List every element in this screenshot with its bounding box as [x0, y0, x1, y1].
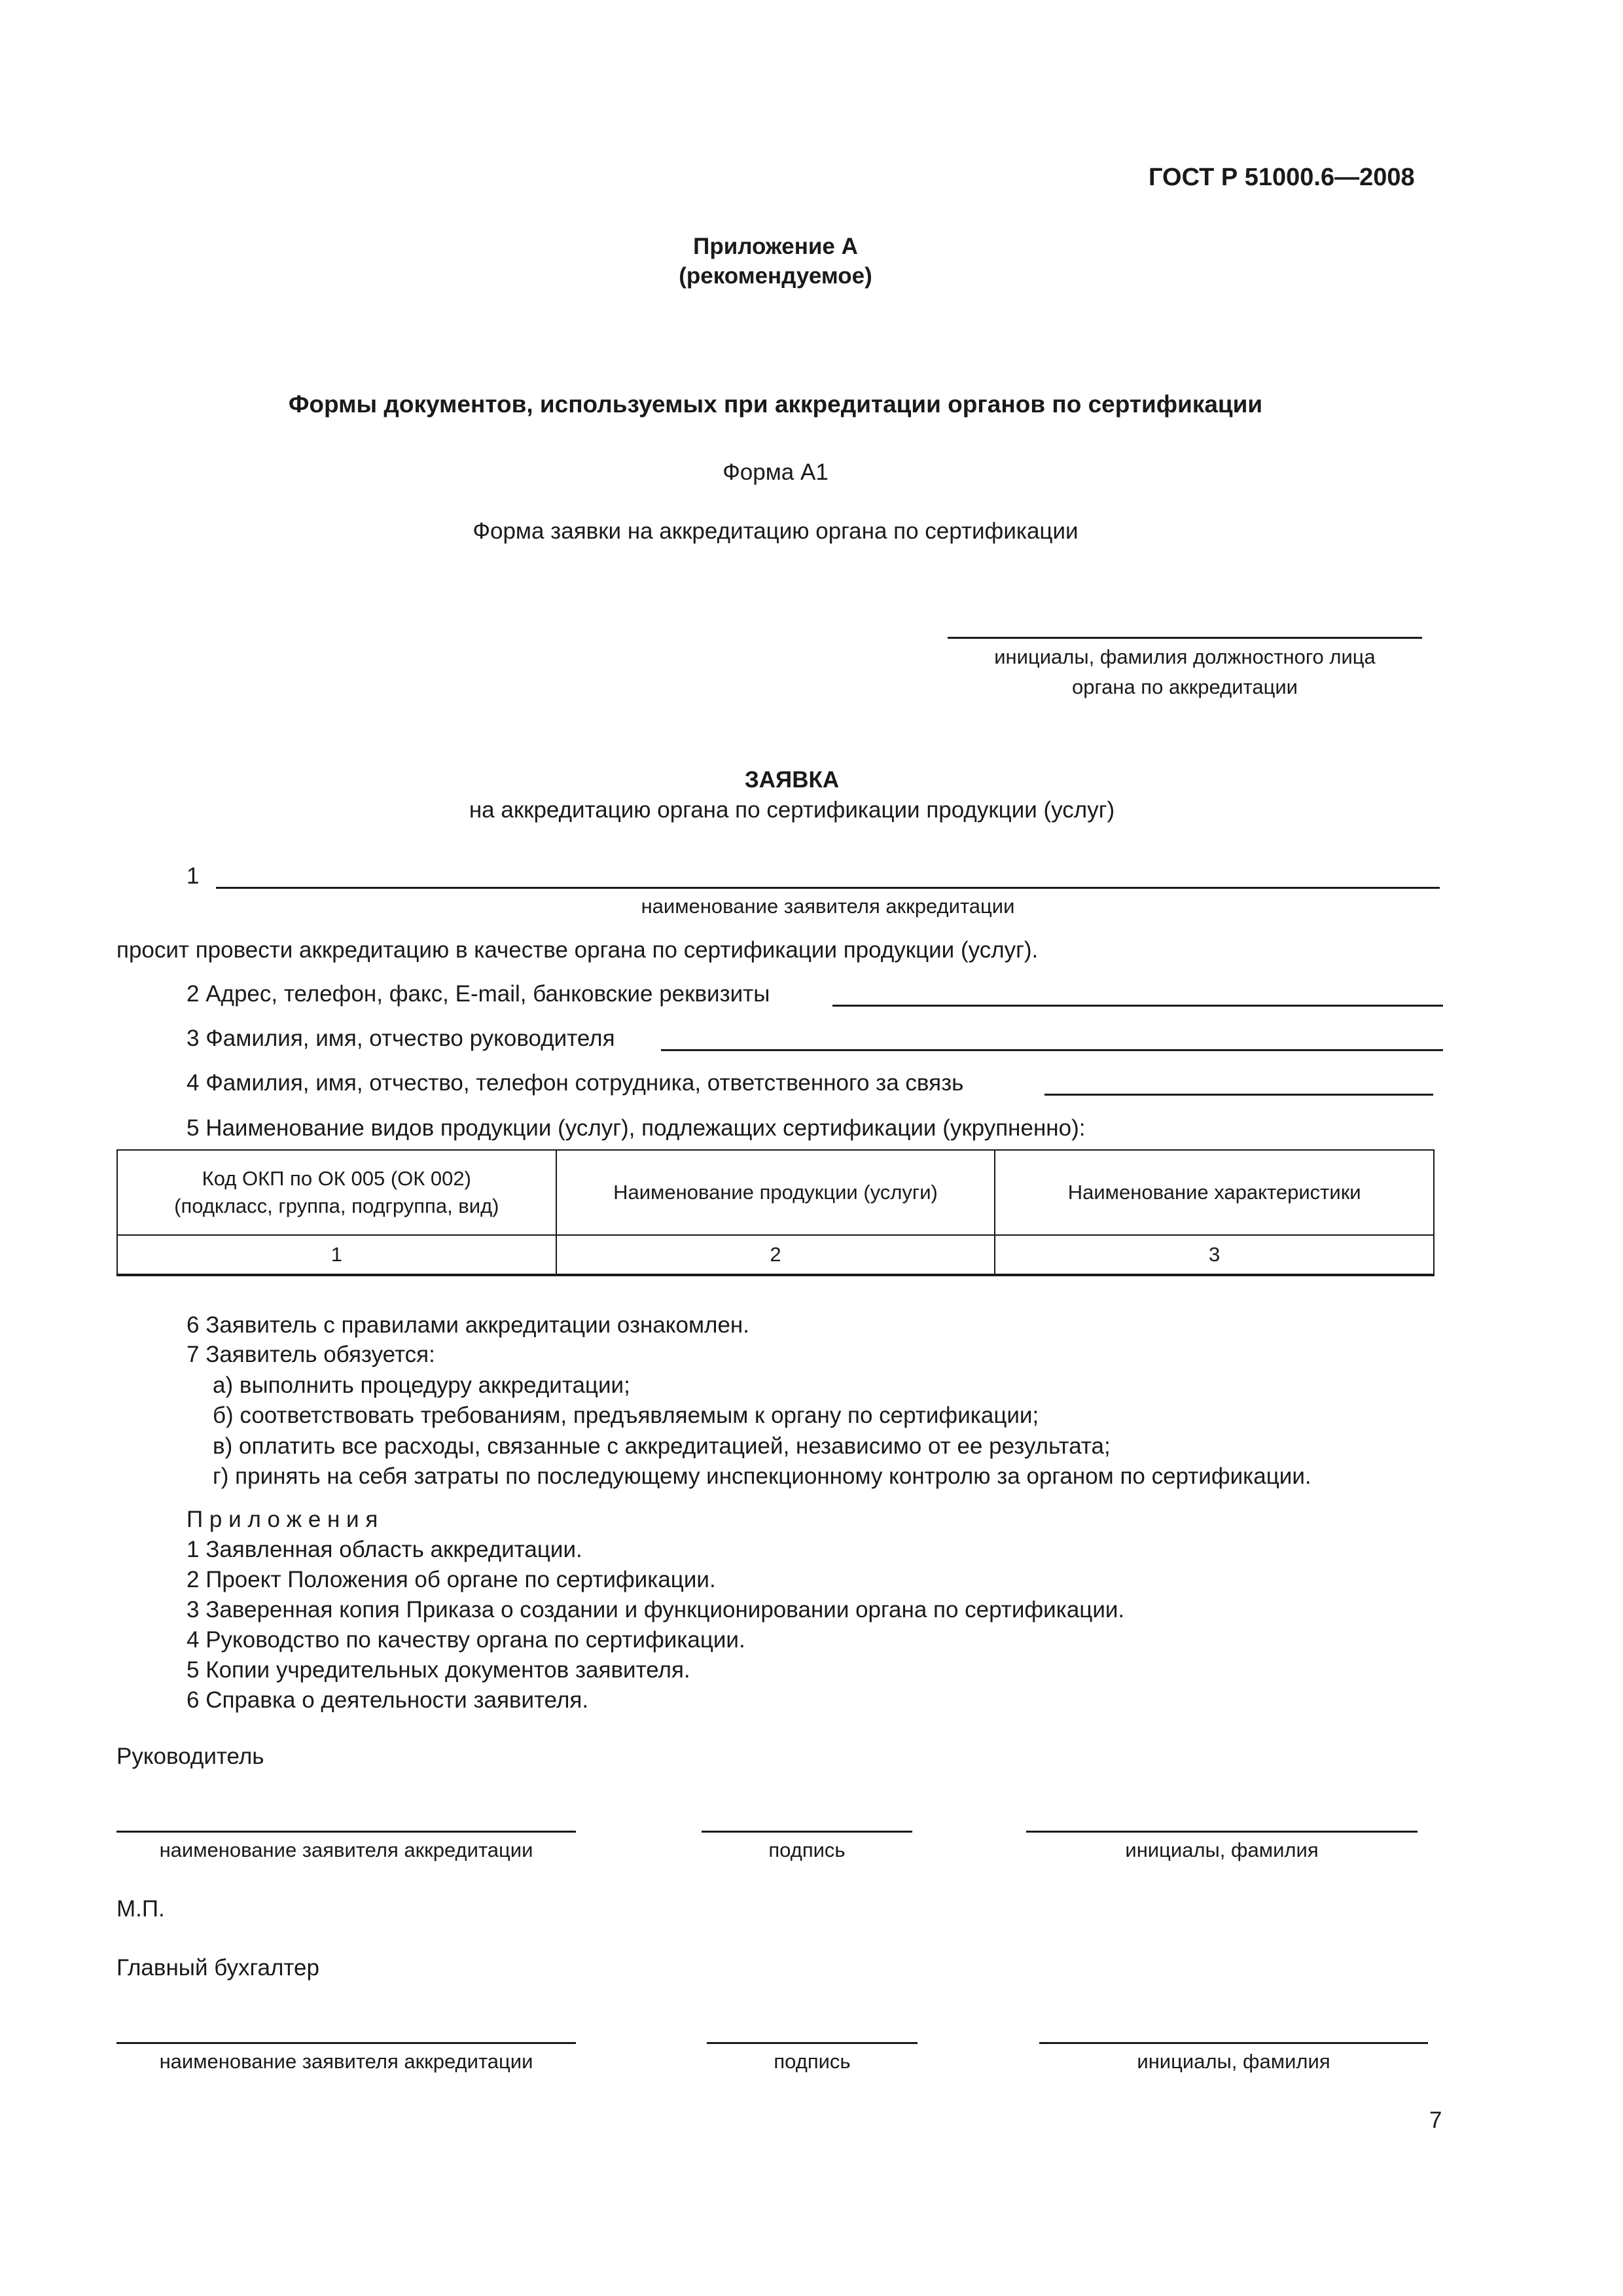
item3-line[interactable]: [661, 1049, 1443, 1051]
obligation-item: а) выполнить процедуру аккредитации;: [213, 1372, 630, 1398]
form-number: Форма А1: [722, 459, 829, 485]
accountant-signature-caption: подпись: [774, 2050, 851, 2073]
obligation-item: в) оплатить все расходы, связанные с аккредитацией, независимо от ее результата;: [213, 1433, 1111, 1459]
section-title: Формы документов, используемых при аккредитации органов по сертификации: [288, 391, 1263, 418]
annex-subtitle: (рекомендуемое): [679, 263, 872, 289]
item2-line[interactable]: [832, 1005, 1443, 1007]
header-okp-code: Код ОКП по ОК 005 (ОК 002) (подкласс, группа, подгруппа, вид): [117, 1150, 556, 1235]
approver-caption-line2: органа по аккредитации: [1071, 675, 1298, 698]
attachment-item: 6 Справка о деятельности заявителя.: [187, 1687, 589, 1713]
item1-applicant-line[interactable]: [216, 887, 1440, 889]
column-number-1: 1: [117, 1235, 556, 1275]
header-product-name: Наименование продукции (услуги): [556, 1150, 995, 1235]
attachment-item: 5 Копии учредительных документов заявителя.: [187, 1657, 690, 1683]
table-header-row: [117, 1150, 1434, 1235]
item1-number: 1: [187, 863, 200, 889]
standard-designation: ГОСТ Р 51000.6—2008: [1149, 164, 1415, 191]
head-label: Руководитель: [116, 1744, 264, 1769]
item6-text: 6 Заявитель с правилами аккредитации ознакомлен.: [187, 1312, 749, 1338]
page-number: 7: [1429, 2108, 1442, 2133]
approver-caption-line1: инициалы, фамилия должностного лица: [994, 645, 1376, 668]
head-initials-line[interactable]: [1026, 1831, 1418, 1833]
item5-label: 5 Наименование видов продукции (услуг), подлежащих сертификации (укрупненно):: [187, 1115, 1086, 1141]
accountant-name-caption: наименование заявителя аккредитации: [159, 2050, 533, 2073]
accountant-signature-line[interactable]: [707, 2042, 918, 2044]
obligation-item: б) соответствовать требованиям, предъявляемым к органу по сертификации;: [213, 1403, 1039, 1428]
item1-caption: наименование заявителя аккредитации: [641, 895, 1015, 918]
head-signature-caption: подпись: [768, 1839, 846, 1861]
column-number-2: 2: [556, 1235, 995, 1275]
head-signature-line[interactable]: [702, 1831, 912, 1833]
column-number-3: 3: [995, 1235, 1434, 1275]
approver-line: [948, 637, 1422, 639]
table-row: [117, 1235, 1434, 1275]
head-initials-caption: инициалы, фамилия: [1125, 1839, 1319, 1861]
request-text: просит провести аккредитацию в качестве органа по сертификации продукции (услуг).: [116, 937, 1039, 963]
attachment-item: 1 Заявленная область аккредитации.: [187, 1537, 582, 1562]
accountant-label: Главный бухгалтер: [116, 1955, 319, 1981]
attachment-item: 2 Проект Положения об органе по сертификации.: [187, 1567, 716, 1592]
application-subtitle: на аккредитацию органа по сертификации продукции (услуг): [469, 797, 1115, 823]
item7-text: 7 Заявитель обязуется:: [187, 1342, 435, 1367]
annex-title: Приложение А: [693, 234, 858, 259]
item4-line[interactable]: [1044, 1094, 1433, 1096]
item3-label: 3 Фамилия, имя, отчество руководителя: [187, 1026, 615, 1051]
stamp-label: М.П.: [116, 1896, 165, 1922]
application-title: ЗАЯВКА: [744, 767, 840, 793]
attachment-item: 3 Заверенная копия Приказа о создании и функционировании органа по сертификации.: [187, 1597, 1125, 1623]
form-name: Форма заявки на аккредитацию органа по сертификации: [473, 518, 1079, 544]
accountant-initials-line[interactable]: [1039, 2042, 1428, 2044]
accountant-initials-caption: инициалы, фамилия: [1137, 2050, 1330, 2073]
item2-label: 2 Адрес, телефон, факс, E-mail, банковские реквизиты: [187, 981, 770, 1007]
accountant-name-line[interactable]: [116, 2042, 576, 2044]
head-name-line[interactable]: [116, 1831, 576, 1833]
products-table: [116, 1149, 1435, 1276]
attachment-item: 4 Руководство по качеству органа по сертификации.: [187, 1627, 745, 1653]
header-characteristic: Наименование характеристики: [995, 1150, 1434, 1235]
item4-label: 4 Фамилия, имя, отчество, телефон сотрудника, ответственного за связь: [187, 1070, 964, 1096]
attachments-title: П р и л о ж е н и я: [187, 1507, 378, 1532]
obligation-item: г) принять на себя затраты по последующему инспекционному контролю за органом по сертификации.: [213, 1463, 1311, 1489]
head-name-caption: наименование заявителя аккредитации: [159, 1839, 533, 1861]
